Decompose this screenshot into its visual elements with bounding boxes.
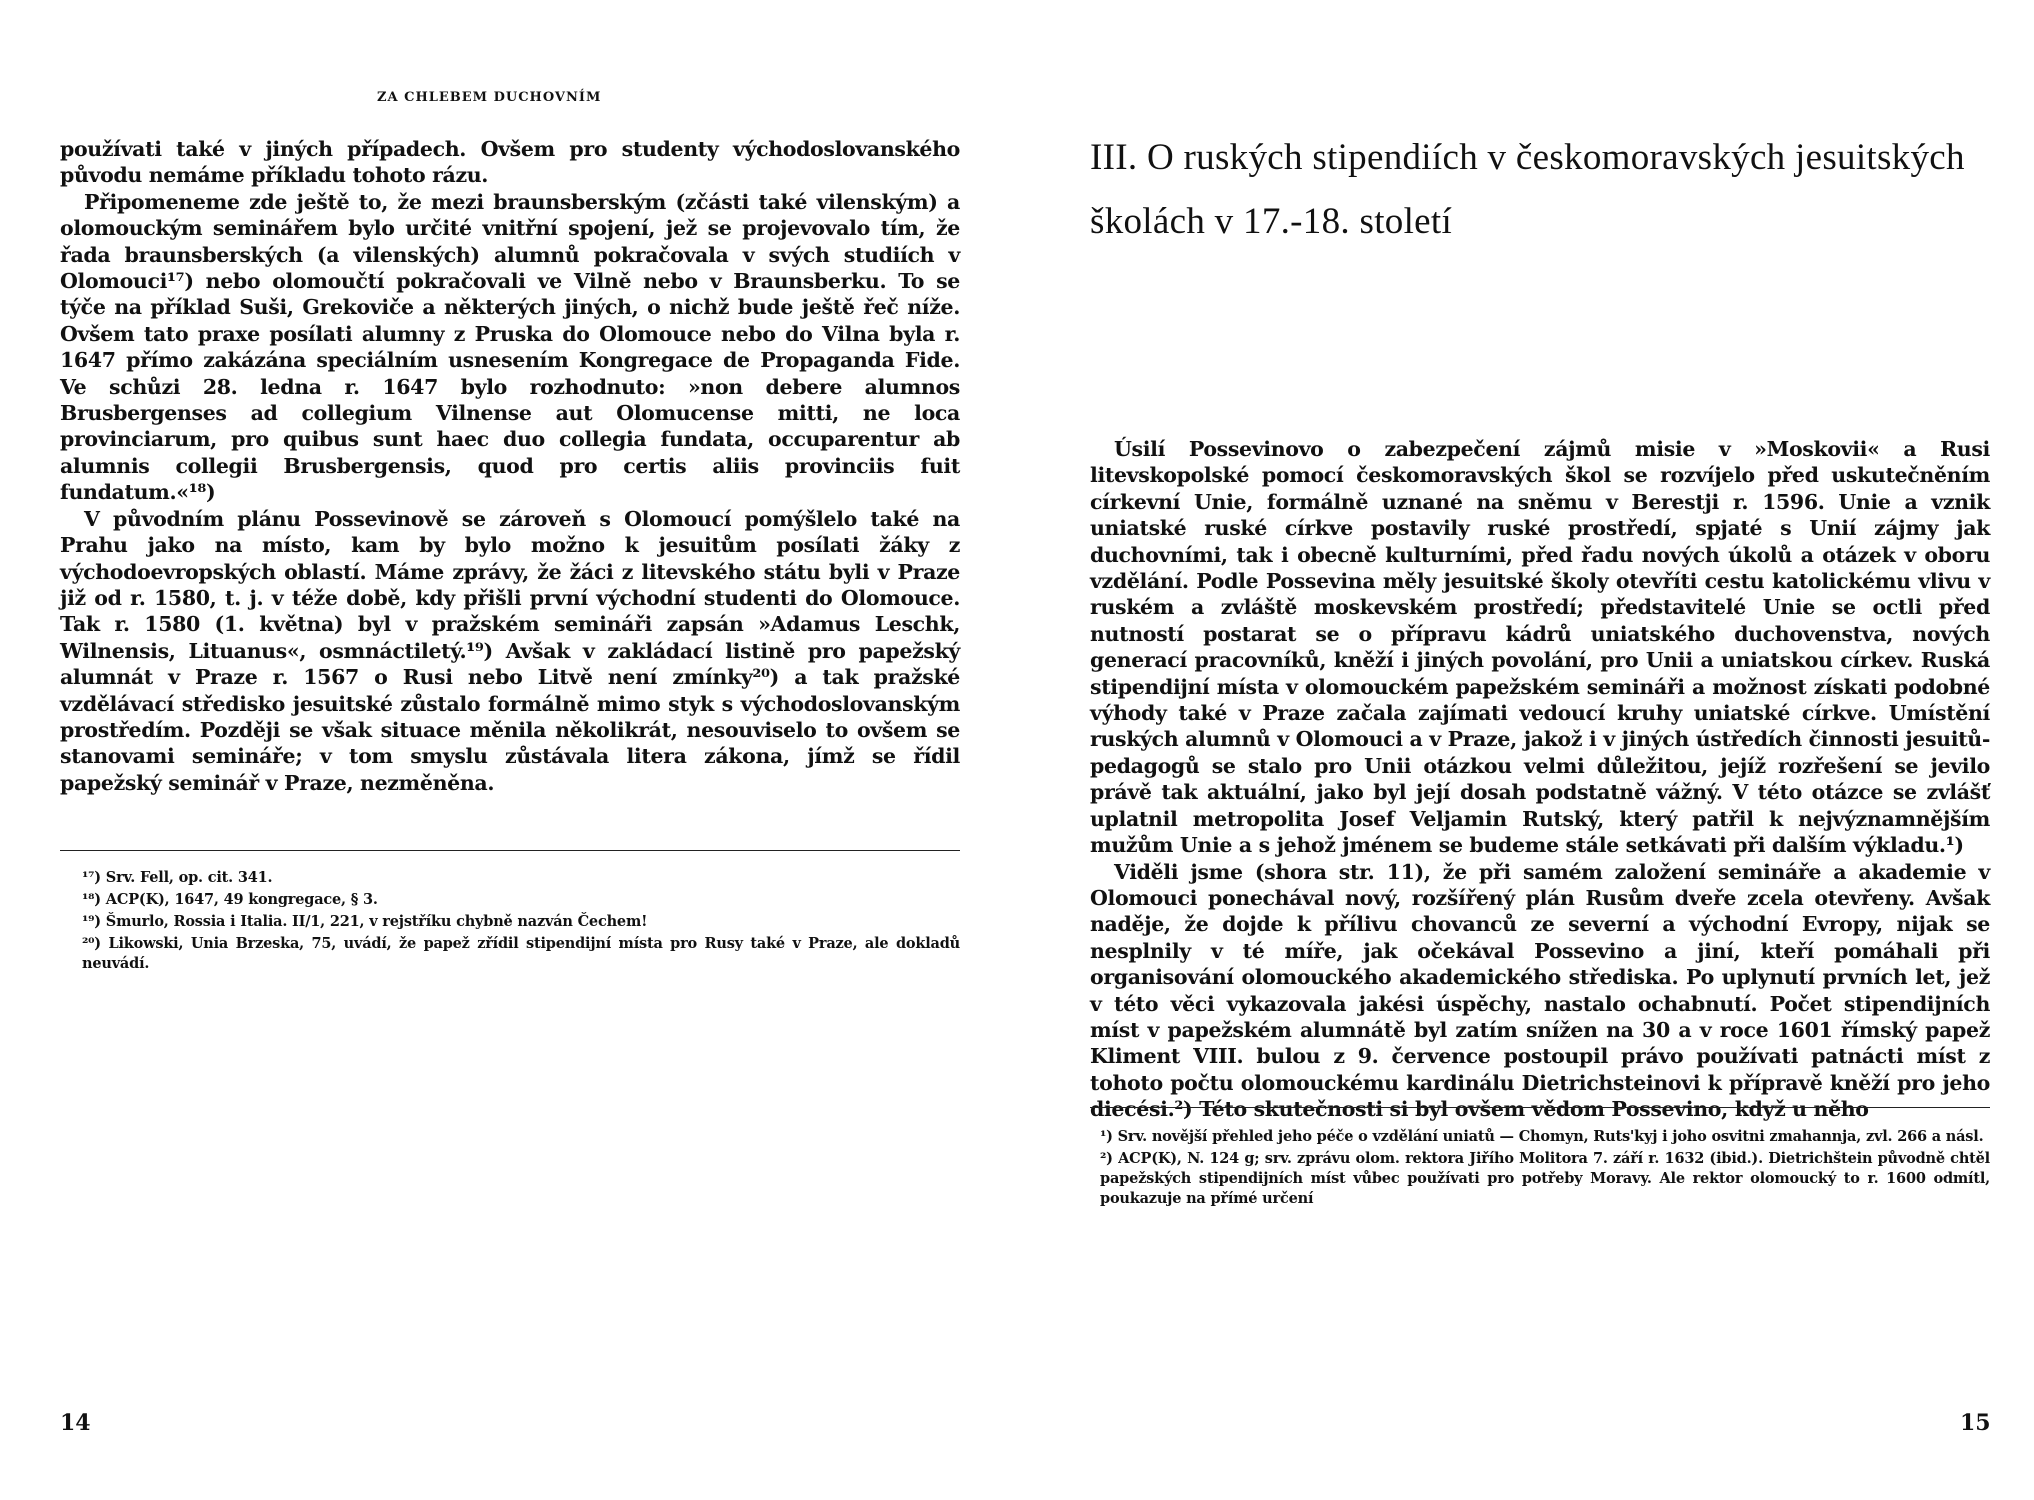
page-number: 15 <box>1960 1410 1991 1436</box>
left-footnotes <box>82 868 960 974</box>
chapter-title: III. O ruských stipendiích v českomoravských jesuitských školách v 17.-18. století <box>1090 137 1965 242</box>
footnote-separator <box>60 850 960 851</box>
footnote: ¹⁹) Šmurlo, Rossia i Italia. II/1, 221, v rejstříku chybně nazván Čechem! <box>82 913 648 930</box>
footnote-separator <box>1090 1107 1990 1108</box>
footnote: ²⁰) Likowski, Unia Brzeska, 75, uvádí, že papež zřídil stipendijní místa pro Rusy také v Praze, ale dokladů neuvádí. <box>82 935 960 972</box>
right-body-text <box>1090 436 1990 1123</box>
footnote: ¹⁷) Srv. Fell, op. cit. 341. <box>82 869 273 886</box>
right-footnotes <box>1100 1127 1990 1209</box>
page-number: 14 <box>60 1410 91 1436</box>
running-head: ZA CHLEBEM DUCHOVNÍM <box>377 90 602 105</box>
paragraph: používati také v jiných případech. Ovšem pro studenty východoslovanského původu nemáme příkladu tohoto rázu. <box>60 137 960 188</box>
footnote: ¹) Srv. novější přehled jeho péče o vzdělání uniatů — Chomyn, Ruts'kyj i joho osvitni zmahannja, zvl. 266 a násl. <box>1100 1128 1984 1145</box>
paragraph: Úsilí Possevinovo o zabezpečení zájmů misie v »Moskovii« a Rusi litevskopolské pomocí českomoravských škol se rozvíjelo před uskutečněním církevní Unie, formálně uznané na sněmu v Berestji r. 1596. Unie a vznik uniatské ruské církve postavily ruské prostředí, spjaté s Unií zájmy jak duchovními, tak i obecně kulturními, před řadu nových úkolů a otázek v oboru vzdělání. Podle Possevina měly jesuitské školy otevříti cestu katolickému vlivu v ruském a zvláště moskevském prostředí; představitelé Unie se octli před nutností postarat se o přípravu kádrů uniatského duchovenstva, nových generací pracovníků, kněží i jiných povolání, pro Unii a uniatskou církev. Ruská stipendijní místa v olomouckém papežském semináři a možnost získati podobné výhody také v Praze začala zajímati vedoucí kruhy uniatské církve. Umístění ruských alumnů v Olomouci a v Praze, jakož i v jiných ústředích činnosti jesuitů-pedagogů se stalo pro Unii otázkou velmi důležitou, jejíž rozřešení se jevilo právě tak aktuální, jako byl její dosah podstatně vážný. V této otázce se zvlášť uplatnil metropolita Josef Veljamin Rutský, který patřil k nejvýznamnějším mužům Unie a s jehož jménem se budeme stále setkávati při dalším výkladu.¹) <box>1090 437 1990 858</box>
footnote: ¹⁸) ACP(K), 1647, 49 kongregace, § 3. <box>82 891 378 908</box>
paragraph: Viděli jsme (shora str. 11), že při samém založení semináře a akademie v Olomouci ponechával nový, rozšířený plán Rusům dveře zcela otevřeny. Avšak naděje, že dojde k přílivu chovanců ze severní a východní Evropy, nijak se nesplnily v té míře, jak očekával Possevino a jiní, kteří pomáhali při organisování olomouckého akademického střediska. Po uplynutí prvních let, jež v této věci vykazovala jakési úspěchy, nastalo ochabnutí. Počet stipendijních míst v papežském alumnátě byl zatím snížen na 30 a v roce 1601 římský papež Kliment VIII. bulou z 9. července postoupil právo používati patnácti míst z tohoto počtu olomouckému kardinálu Dietrichsteinovi k přípravě kněží pro jeho diecési.²) Této skutečnosti si byl ovšem vědom Possevino, když u něho <box>1090 859 1990 1122</box>
paragraph: V původním plánu Possevinově se zároveň s Olomoucí pomýšlelo také na Prahu jako na místo, kam by bylo možno k jesuitům posílati žáky z východoevropských oblastí. Máme zprávy, že žáci z litevského státu byli v Praze již od r. 1580, t. j. v téže době, kdy přišli první východní studenti do Olomouce. Tak r. 1580 (1. května) byl v pražském semináři zapsán »Adamus Leschk, Wilnensis, Lituanus«, osmnáctiletý.¹⁹) Avšak v zakládací listině pro papežský alumnát v Praze r. 1567 o Rusi nebo Litvě není zmínky²⁰) a tak pražské vzdělávací středisko jesuitské zůstalo formálně mimo styk s východoslovanským prostředím. Později se však situace měnila několikrát, nesouviselo to ovšem se stanovami semináře; v tom smyslu zůstávala litera zákona, jímž se řídil papežský seminář v Praze, nezměněna. <box>60 506 960 795</box>
footnote: ²) ACP(K), N. 124 g; srv. zprávu olom. rektora Jiřího Molitora 7. září r. 1632 (ibid.). Dietrichštein původně chtěl papežských stipendijních míst vůbec používati pro potřeby Moravy. Ale rektor olomoucký to r. 1600 odmítl, poukazuje na přímé určení <box>1100 1150 1990 1207</box>
paragraph: Připomeneme zde ještě to, že mezi braunsberským (zčásti také vilenským) a olomouckým seminářem bylo určité vnitřní spojení, jež se projevovalo tím, že řada braunsberských (a vilenských) alumnů pokračovala v svých studiích v Olomouci¹⁷) nebo olomoučtí pokračovali ve Vilně nebo v Braunsberku. To se týče na příklad Suši, Grekoviče a některých jiných, o nichž bude ještě řeč níže. Ovšem tato praxe posílati alumny z Pruska do Olomouce nebo do Vilna byla r. 1647 přímo zakázána speciálním usnesením Kongregace de Propaganda Fide. Ve schůzi 28. ledna r. 1647 bylo rozhodnuto: »non debere alumnos Brusbergenses ad collegium Vilnense aut Olomucense mitti, ne loca provinciarum, pro quibus sunt haec duo collegia fundata, occuparentur ab alumnis collegii Brusbergensis, quod pro certis aliis provinciis fuit fundatum.«¹⁸) <box>60 189 960 505</box>
left-page <box>60 0 960 1500</box>
right-page <box>1090 0 1990 1500</box>
left-body-text <box>60 136 960 796</box>
